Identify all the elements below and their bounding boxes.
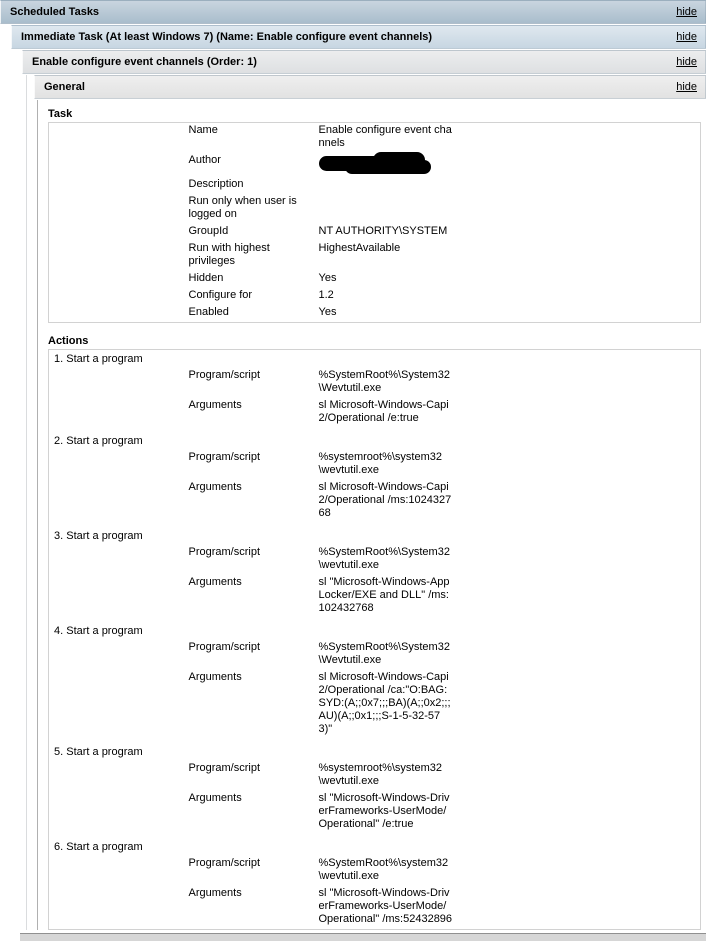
hide-link[interactable]: hide (676, 56, 697, 68)
section-header-label: Scheduled Tasks (10, 6, 100, 18)
arguments-value: sl Microsoft-Windows-Capi2/Operational /ca:"O:BAG:SYD:(A;;0x7;;;BA)(A;;0x2;;;AU)(A;;0x1;;;S-1-5-32-573)" (318, 671, 451, 735)
table-row (49, 398, 701, 428)
field-label: Program/script (188, 762, 261, 774)
task-section-title: Task (48, 108, 73, 120)
table-row (49, 305, 701, 323)
field-value (319, 177, 455, 194)
table-row (49, 670, 701, 739)
table-row (49, 288, 701, 305)
field-label: Program/script (188, 857, 261, 869)
table-row (49, 575, 701, 618)
program-value: %SystemRoot%\system32\wevtutil.exe (318, 857, 449, 882)
field-value: Yes (318, 306, 337, 318)
table-row (49, 123, 701, 154)
table-row (49, 224, 701, 241)
field-label: Program/script (188, 546, 261, 558)
scheduled-tasks-container (11, 25, 706, 930)
field-label: GroupId (188, 225, 229, 237)
action-heading-row (49, 834, 701, 856)
table-row (49, 177, 701, 194)
action-heading-row (49, 739, 701, 761)
table-row (49, 194, 701, 224)
hide-link[interactable]: hide (676, 31, 697, 43)
field-label: Enabled (188, 306, 229, 318)
field-value: Yes (318, 272, 337, 284)
table-row (49, 368, 701, 398)
field-label: Arguments (188, 792, 242, 804)
hide-link[interactable]: hide (676, 81, 697, 93)
program-value: %SystemRoot%\System32\wevtutil.exe (318, 546, 450, 571)
field-label: Program/script (188, 641, 261, 653)
table-row (49, 450, 701, 480)
field-label: Arguments (188, 887, 242, 899)
program-value: %systemroot%\system32\wevtutil.exe (318, 762, 442, 787)
arguments-value: sl Microsoft-Windows-Capi2/Operational /e:true (318, 399, 449, 424)
arguments-value: sl "Microsoft-Windows-DriverFrameworks-UserMode/Operational" /e:true (318, 792, 450, 830)
general-container (37, 100, 706, 930)
program-value: %SystemRoot%\System32\Wevtutil.exe (318, 369, 450, 394)
table-row (49, 241, 701, 271)
field-value: 1.2 (318, 289, 334, 301)
arguments-value: sl "Microsoft-Windows-AppLocker/EXE and DLL" /ms:102432768 (318, 576, 450, 614)
action-heading: 5. Start a program (54, 746, 143, 758)
table-row (49, 886, 701, 930)
table-row (49, 153, 701, 177)
action-heading: 2. Start a program (54, 435, 143, 447)
action-heading-row (49, 523, 701, 545)
actions-section-title: Actions (48, 335, 89, 347)
arguments-value: sl "Microsoft-Windows-DriverFrameworks-UserMode/Operational" /ms:52432896 (318, 887, 453, 925)
action-heading-row (49, 428, 701, 450)
action-heading-row (49, 618, 701, 640)
table-row (49, 545, 701, 575)
field-label: Program/script (188, 451, 261, 463)
section-header-general[interactable] (34, 75, 706, 99)
section-header-scheduled-tasks[interactable] (0, 0, 706, 24)
program-value: %systemroot%\system32\wevtutil.exe (318, 451, 442, 476)
table-row (49, 761, 701, 791)
arguments-value: sl Microsoft-Windows-Capi2/Operational /ms:102432768 (318, 481, 452, 519)
field-label: Hidden (188, 272, 224, 284)
action-heading: 6. Start a program (54, 841, 143, 853)
program-value: %SystemRoot%\System32\Wevtutil.exe (318, 641, 450, 666)
field-label: Arguments (188, 671, 242, 683)
field-value (319, 194, 455, 224)
section-header-label: Enable configure event channels (Order: 1) (32, 56, 257, 68)
field-label: Description (188, 178, 244, 190)
redacted-author-value (319, 153, 455, 177)
action-heading: 1. Start a program (54, 353, 143, 365)
table-row (49, 480, 701, 523)
field-label: Arguments (188, 576, 242, 588)
field-value: Enable configure event channels (318, 124, 452, 149)
field-value: NT AUTHORITY\SYSTEM (318, 225, 448, 237)
field-label: Name (188, 124, 218, 136)
immediate-task-container (22, 50, 706, 930)
table-row (49, 791, 701, 834)
field-label: Author (188, 154, 221, 166)
table-row (49, 271, 701, 288)
section-header-immediate-task[interactable] (11, 25, 706, 49)
action-heading: 3. Start a program (54, 530, 143, 542)
task-properties-table (48, 122, 701, 323)
field-label: Program/script (188, 369, 261, 381)
field-value: HighestAvailable (318, 242, 401, 254)
task-name-container (26, 75, 706, 930)
field-label: Run only when user is logged on (188, 195, 297, 220)
section-header-label: Immediate Task (At least Windows 7) (Name: Enable configure event channels) (21, 31, 433, 43)
section-header-task-name[interactable] (22, 50, 706, 74)
redaction-scribble (319, 152, 431, 174)
field-label: Configure for (188, 289, 253, 301)
actions-table (48, 349, 701, 930)
action-heading: 4. Start a program (54, 625, 143, 637)
table-row (49, 856, 701, 886)
section-header-label: General (44, 81, 85, 93)
action-heading-row (49, 350, 701, 369)
table-row (49, 640, 701, 670)
field-label: Arguments (188, 399, 242, 411)
field-label: Run with highest privileges (188, 242, 270, 267)
field-label: Arguments (188, 481, 242, 493)
hide-link[interactable]: hide (676, 6, 697, 18)
